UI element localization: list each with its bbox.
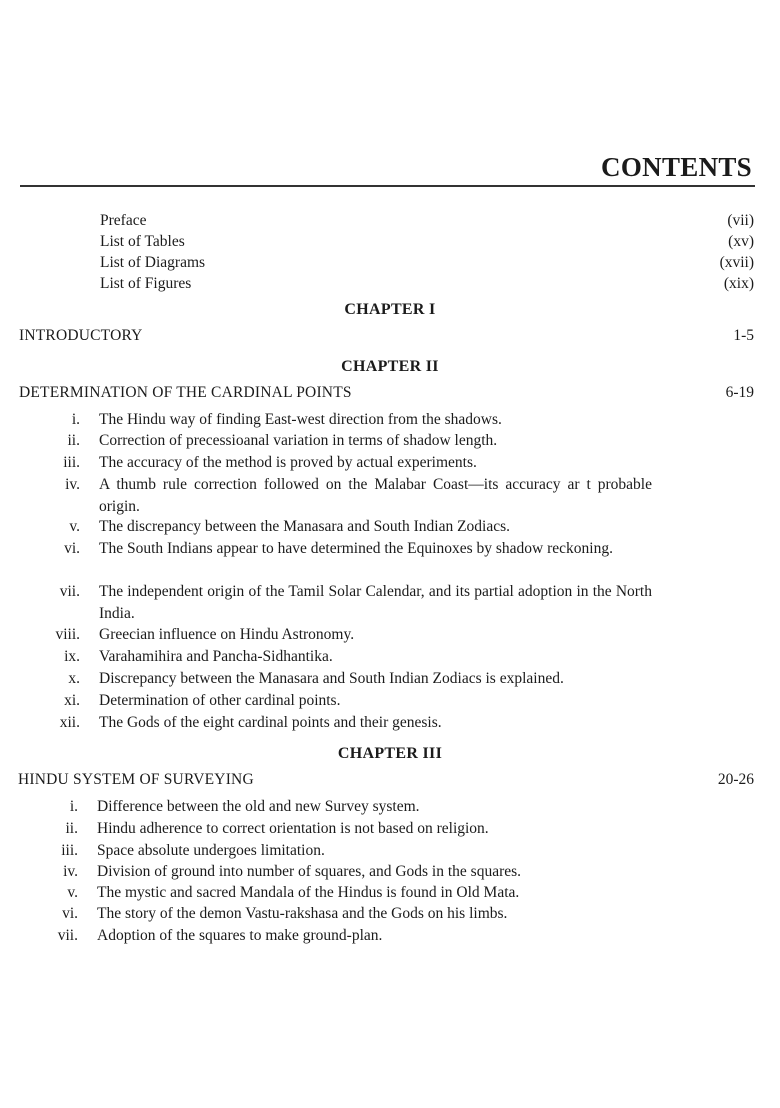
ch2-item-5-text: The discrepancy between the Manasara and South Indian Zodiacs.: [99, 518, 511, 535]
ch3-item-5-text: The mystic and sacred Mandala of the Hindus is found in Old Mata.: [97, 884, 520, 901]
chapter-2-title: DETERMINATION OF THE CARDINAL POINTS: [19, 384, 352, 401]
ch3-item-1-text: Difference between the old and new Survey system.: [97, 798, 420, 815]
ch2-item-4-num: iv.: [65, 476, 80, 493]
prelim-page-figures: (xix): [723, 275, 754, 292]
ch2-item-8-text: Greecian influence on Hindu Astronomy.: [99, 626, 355, 643]
ch2-item-4-text: A thumb rule correction followed on the Malabar Coast—its accuracy ar t probable origin.: [99, 476, 652, 515]
ch3-item-3-text: Space absolute undergoes limitation.: [97, 842, 325, 859]
ch2-item-8-num: viii.: [55, 626, 80, 643]
ch2-item-9-num: ix.: [64, 648, 80, 665]
ch2-item-11-text: Determination of other cardinal points.: [99, 692, 341, 709]
ch3-item-2-text: Hindu adherence to correct orientation is not based on religion.: [97, 820, 489, 837]
ch2-item-7-num: vii.: [59, 583, 80, 600]
page-title: CONTENTS: [601, 152, 752, 182]
prelim-label-preface: Preface: [100, 212, 147, 229]
ch2-item-2-num: ii.: [67, 432, 80, 449]
title-rule: [20, 185, 755, 187]
chapter-1-title: INTRODUCTORY: [19, 327, 143, 344]
ch2-item-1-num: i.: [71, 411, 80, 428]
ch3-item-6-text: The story of the demon Vastu-rakshasa and the Gods on his limbs.: [97, 905, 508, 922]
ch2-item-3-text: The accuracy of the method is proved by actual experiments.: [99, 454, 477, 471]
ch2-item-5-num: v.: [69, 518, 80, 535]
ch2-item-9-text: Varahamihira and Pancha-Sidhantika.: [99, 648, 333, 665]
ch3-item-4-text: Division of ground into number of squares, and Gods in the squares.: [97, 863, 522, 880]
ch3-item-2-num: ii.: [65, 820, 78, 837]
ch2-item-12-text: The Gods of the eight cardinal points and their genesis.: [99, 714, 442, 731]
ch2-item-6-text: The South Indians appear to have determined the Equinoxes by shadow reckoning.: [99, 540, 613, 557]
ch2-item-6-num: vi.: [64, 540, 80, 557]
ch3-item-6-num: vi.: [62, 905, 78, 922]
prelim-label-diagrams: List of Diagrams: [100, 254, 206, 271]
chapter-3-pages: 20-26: [717, 771, 754, 788]
chapter-3-title: HINDU SYSTEM OF SURVEYING: [18, 771, 254, 788]
ch3-item-5-num: v.: [67, 884, 78, 901]
prelim-label-tables: List of Tables: [100, 233, 185, 250]
chapter-2-pages: 6-19: [725, 384, 754, 401]
ch3-item-1-num: i.: [69, 798, 78, 815]
prelim-label-figures: List of Figures: [100, 275, 192, 292]
ch3-item-4-num: iv.: [63, 863, 78, 880]
chapter-3-heading: CHAPTER III: [337, 745, 443, 762]
ch2-item-1-text: The Hindu way of finding East-west direction from the shadows.: [99, 411, 502, 428]
ch3-item-3-num: iii.: [61, 842, 78, 859]
ch2-item-2-text: Correction of precessioanal variation in terms of shadow length.: [99, 432, 498, 449]
ch2-item-10-text: Discrepancy between the Manasara and South Indian Zodiacs is explained.: [99, 670, 564, 687]
ch2-item-10-num: x.: [68, 670, 80, 687]
ch2-item-11-num: xi.: [64, 692, 80, 709]
ch3-item-7-num: vii.: [57, 927, 78, 944]
chapter-1-pages: 1-5: [733, 327, 754, 344]
chapter-2-heading: CHAPTER II: [341, 358, 439, 375]
prelim-page-preface: (vii): [727, 212, 754, 229]
prelim-page-tables: (xv): [728, 233, 754, 250]
prelim-page-diagrams: (xvii): [719, 254, 754, 271]
ch2-item-7-text: The independent origin of the Tamil Solar Calendar, and its partial adoption in the North India.: [99, 583, 652, 622]
ch2-item-3-num: iii.: [63, 454, 80, 471]
chapter-1-heading: CHAPTER I: [344, 301, 436, 318]
ch3-item-7-text: Adoption of the squares to make ground-plan.: [97, 927, 383, 944]
ch2-item-12-num: xii.: [59, 714, 80, 731]
